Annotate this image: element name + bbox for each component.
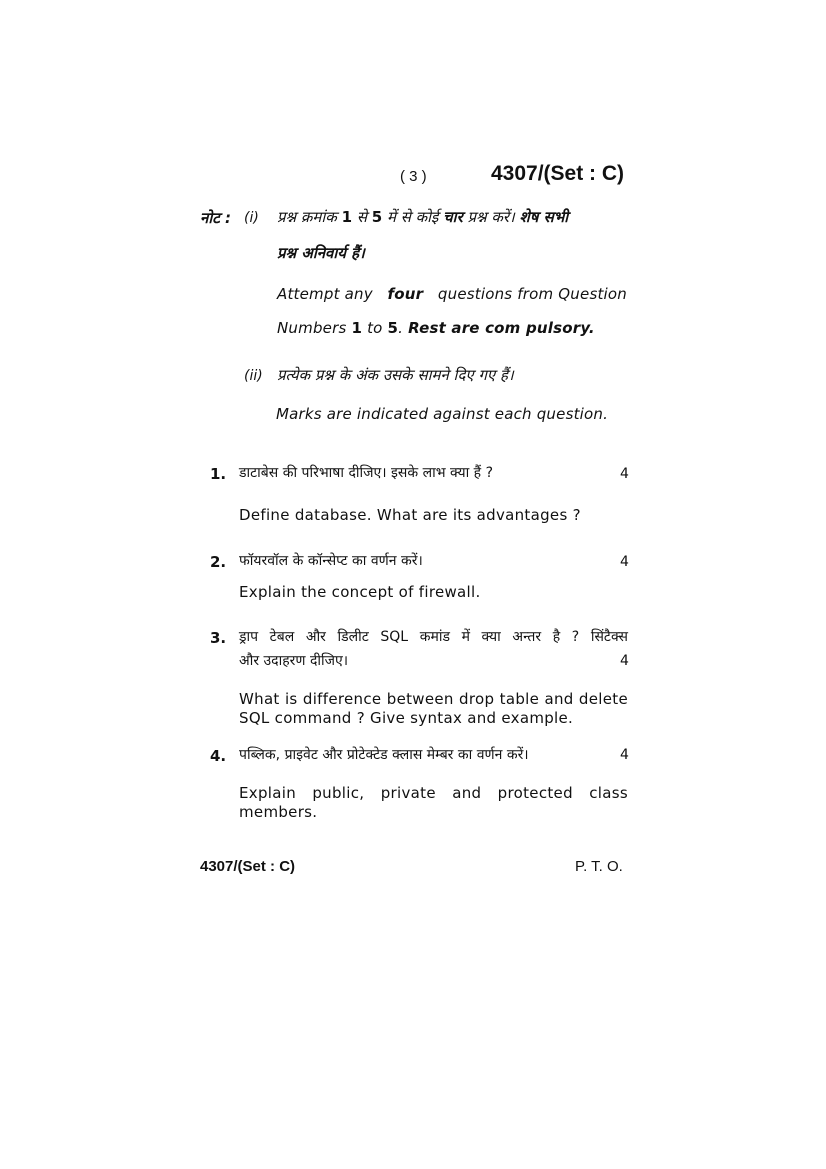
question-2-marks: 4 — [620, 554, 629, 570]
question-2-number: 2. — [210, 553, 227, 571]
note-item-2-hindi: प्रत्येक प्रश्न के अंक उसके सामने दिए गए हैं। — [277, 366, 514, 384]
question-3-number: 3. — [210, 629, 227, 647]
question-4-marks: 4 — [620, 747, 629, 763]
note-item-1-marker: (i) — [244, 210, 259, 226]
question-2-english: Explain the concept of firewall. — [239, 583, 481, 601]
note-item-1-hindi-line-2: प्रश्न अनिवार्य हैं। — [277, 244, 365, 262]
question-4-english-line-2: members. — [239, 803, 318, 821]
note-label: नोट : — [200, 209, 231, 227]
footer-paper-code: 4307/(Set : C) — [200, 858, 296, 875]
question-1-number: 1. — [210, 465, 227, 483]
paper-code: 4307/(Set : C) — [491, 162, 625, 185]
question-1-hindi: डाटाबेस की परिभाषा दीजिए। इसके लाभ क्या हैं ? — [239, 465, 493, 481]
question-3-hindi-line-2: और उदाहरण दीजिए। — [239, 653, 349, 669]
pto-label: P. T. O. — [575, 858, 623, 875]
note-item-1-english-line-2: Numbers 1 to 5. Rest are com pulsory. — [277, 319, 595, 337]
question-4-number: 4. — [210, 747, 227, 765]
question-3-english-line-1: What is difference between drop table and delete — [239, 690, 628, 708]
question-3-marks: 4 — [620, 653, 629, 669]
question-4-hindi: पब्लिक, प्राइवेट और प्रोटेक्टेड क्लास मेम्बर का वर्णन करें। — [239, 747, 529, 763]
question-4-english-line-1: Explain public, private and protected class — [239, 784, 628, 802]
question-3-english-line-2: SQL command ? Give syntax and example. — [239, 709, 574, 727]
question-1-marks: 4 — [620, 466, 629, 482]
question-1-english: Define database. What are its advantages ? — [239, 506, 581, 524]
note-item-2-marker: (ii) — [244, 368, 263, 384]
note-item-2-english: Marks are indicated against each question. — [276, 405, 609, 423]
question-2-hindi: फॉयरवॉल के कॉन्सेप्ट का वर्णन करें। — [239, 553, 423, 569]
question-3-hindi-line-1: ड्राप टेबल और डिलीट SQL कमांड में क्या अन्तर है ? सिंटैक्स — [239, 629, 628, 645]
note-item-1-english-line-1: Attempt any four questions from Question — [277, 285, 627, 303]
note-item-1-hindi-line-1: प्रश्न क्रमांक 1 से 5 में से कोई चार प्रश्न करें। शेष सभी — [277, 208, 569, 226]
page-number: ( 3 ) — [400, 168, 427, 185]
